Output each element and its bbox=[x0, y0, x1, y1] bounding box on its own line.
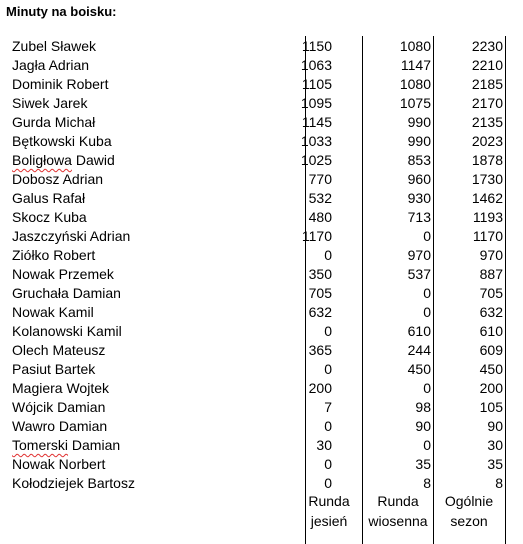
minutes-total: 2170 bbox=[471, 95, 503, 111]
table-row bbox=[0, 227, 523, 246]
player-name: Nowak Przemek bbox=[12, 266, 114, 282]
player-name: Olech Mateusz bbox=[12, 342, 106, 358]
player-name: Pasiut Bartek bbox=[12, 361, 96, 377]
table-row bbox=[0, 132, 523, 151]
table-row bbox=[0, 303, 523, 322]
table-row bbox=[0, 113, 523, 132]
minutes-total: 632 bbox=[479, 304, 503, 320]
minutes-autumn: 0 bbox=[324, 323, 332, 339]
minutes-total: 2185 bbox=[471, 76, 503, 92]
minutes-spring: 244 bbox=[407, 342, 431, 358]
player-name: Bętkowski Kuba bbox=[12, 133, 112, 149]
table-row bbox=[0, 455, 523, 474]
minutes-autumn: 1095 bbox=[300, 95, 332, 111]
minutes-spring: 90 bbox=[415, 418, 431, 434]
footer-autumn-header bbox=[307, 491, 351, 531]
minutes-total: 2210 bbox=[471, 57, 503, 73]
table-row bbox=[0, 246, 523, 265]
player-name bbox=[12, 151, 115, 170]
player-name: Dominik Robert bbox=[12, 76, 109, 92]
minutes-spring: 98 bbox=[415, 399, 431, 415]
minutes-total: 970 bbox=[479, 247, 503, 263]
table-row bbox=[0, 284, 523, 303]
table-row bbox=[0, 94, 523, 113]
table-row bbox=[0, 151, 523, 170]
minutes-spring: 610 bbox=[407, 323, 431, 339]
minutes-total: 2023 bbox=[471, 133, 503, 149]
footer-total-header bbox=[436, 491, 502, 531]
minutes-autumn: 0 bbox=[324, 247, 332, 263]
table-row bbox=[0, 322, 523, 341]
minutes-spring: 0 bbox=[423, 304, 431, 320]
minutes-autumn: 365 bbox=[308, 342, 332, 358]
table-row bbox=[0, 208, 523, 227]
player-name: Jagła Adrian bbox=[12, 57, 90, 73]
minutes-total: 30 bbox=[487, 437, 503, 453]
footer-spring-line2: wiosenna bbox=[368, 513, 428, 529]
minutes-total: 610 bbox=[479, 323, 503, 339]
minutes-autumn: 200 bbox=[308, 380, 332, 396]
minutes-autumn: 0 bbox=[324, 418, 332, 434]
minutes-total: 35 bbox=[487, 456, 503, 472]
minutes-total: 105 bbox=[479, 399, 503, 415]
player-name: Wójcik Damian bbox=[12, 399, 106, 415]
spellcheck-flagged-word: Tomerski bbox=[12, 437, 69, 453]
minutes-autumn: 1033 bbox=[300, 133, 332, 149]
minutes-total: 200 bbox=[479, 380, 503, 396]
minutes-spring: 0 bbox=[423, 228, 431, 244]
spellcheck-flagged-word: Boligłowa bbox=[12, 152, 72, 168]
footer-total-line1: Ogólnie bbox=[444, 493, 494, 509]
minutes-total: 1170 bbox=[472, 228, 503, 244]
player-name: Dobosz Adrian bbox=[12, 171, 104, 187]
minutes-total: 887 bbox=[479, 266, 503, 282]
player-name-rest: Dawid bbox=[71, 152, 115, 168]
minutes-spring: 990 bbox=[407, 133, 431, 149]
minutes-spring: 853 bbox=[407, 152, 431, 168]
minutes-spring: 35 bbox=[415, 456, 431, 472]
minutes-spring: 713 bbox=[407, 209, 431, 225]
sheet-title: Minuty na boisku: bbox=[6, 4, 117, 19]
player-name: Kolanowski Kamil bbox=[12, 323, 122, 339]
minutes-autumn: 0 bbox=[324, 361, 332, 377]
minutes-autumn: 1025 bbox=[300, 152, 332, 168]
table-row bbox=[0, 360, 523, 379]
minutes-spring: 537 bbox=[407, 266, 431, 282]
table-row bbox=[0, 436, 523, 455]
minutes-total: 8 bbox=[495, 475, 503, 491]
minutes-spring: 930 bbox=[407, 190, 431, 206]
minutes-autumn: 30 bbox=[316, 437, 332, 453]
player-name: Skocz Kuba bbox=[12, 209, 87, 225]
player-name: Siwek Jarek bbox=[12, 95, 88, 111]
minutes-spring: 0 bbox=[423, 380, 431, 396]
player-name: Gurda Michał bbox=[12, 114, 96, 130]
footer-autumn-line2: jesień bbox=[310, 513, 348, 529]
footer-spring-header bbox=[364, 491, 432, 531]
minutes-autumn: 480 bbox=[308, 209, 332, 225]
minutes-spring: 450 bbox=[407, 361, 431, 377]
minutes-autumn: 770 bbox=[308, 171, 332, 187]
minutes-total: 2135 bbox=[471, 114, 503, 130]
minutes-spring: 0 bbox=[423, 285, 431, 301]
minutes-spring: 960 bbox=[407, 171, 431, 187]
table-row bbox=[0, 170, 523, 189]
minutes-total: 609 bbox=[479, 342, 503, 358]
table-row bbox=[0, 417, 523, 436]
footer-total-line2: sezon bbox=[450, 513, 488, 529]
minutes-autumn: 7 bbox=[324, 399, 332, 415]
minutes-spring: 0 bbox=[423, 437, 431, 453]
minutes-total: 90 bbox=[487, 418, 503, 434]
player-name: Magiera Wojtek bbox=[12, 380, 110, 396]
minutes-autumn: 1150 bbox=[301, 38, 332, 54]
table-row bbox=[0, 56, 523, 75]
minutes-autumn: 705 bbox=[308, 285, 332, 301]
player-name: Ziółko Robert bbox=[12, 247, 96, 263]
player-name: Kołodziejek Bartosz bbox=[12, 475, 135, 491]
minutes-spring: 1080 bbox=[399, 38, 431, 54]
minutes-table bbox=[0, 37, 523, 493]
minutes-spring: 970 bbox=[407, 247, 431, 263]
minutes-autumn: 632 bbox=[308, 304, 332, 320]
table-row bbox=[0, 398, 523, 417]
minutes-total: 1462 bbox=[471, 190, 503, 206]
player-name: Nowak Norbert bbox=[12, 456, 106, 472]
table-row bbox=[0, 379, 523, 398]
minutes-spring: 1147 bbox=[400, 57, 431, 73]
player-name: Gruchała Damian bbox=[12, 285, 121, 301]
minutes-total: 705 bbox=[479, 285, 503, 301]
minutes-autumn: 532 bbox=[308, 190, 332, 206]
minutes-spring: 8 bbox=[423, 475, 431, 491]
table-row bbox=[0, 75, 523, 94]
minutes-total: 1730 bbox=[471, 171, 503, 187]
minutes-spring: 1080 bbox=[399, 76, 431, 92]
minutes-total: 450 bbox=[479, 361, 503, 377]
minutes-autumn: 1170 bbox=[301, 228, 332, 244]
minutes-autumn: 1063 bbox=[300, 57, 332, 73]
player-name: Zubel Sławek bbox=[12, 38, 97, 54]
minutes-total: 1878 bbox=[471, 152, 503, 168]
footer-autumn-line1: Runda bbox=[308, 493, 350, 509]
minutes-autumn: 0 bbox=[324, 456, 332, 472]
table-row bbox=[0, 341, 523, 360]
table-row bbox=[0, 265, 523, 284]
minutes-total: 2230 bbox=[471, 38, 503, 54]
player-name-rest: Damian bbox=[68, 437, 121, 453]
minutes-spring: 990 bbox=[407, 114, 431, 130]
player-name bbox=[12, 436, 120, 455]
player-name: Wawro Damian bbox=[12, 418, 108, 434]
player-name: Galus Rafał bbox=[12, 190, 86, 206]
player-name: Nowak Kamil bbox=[12, 304, 94, 320]
minutes-autumn: 350 bbox=[308, 266, 332, 282]
table-row bbox=[0, 37, 523, 56]
minutes-autumn: 1145 bbox=[301, 114, 332, 130]
player-name: Jaszczyński Adrian bbox=[12, 228, 131, 244]
minutes-autumn: 0 bbox=[324, 475, 332, 491]
minutes-autumn: 1105 bbox=[301, 76, 332, 92]
table-row bbox=[0, 189, 523, 208]
footer-spring-line1: Runda bbox=[377, 493, 419, 509]
minutes-total: 1193 bbox=[472, 209, 503, 225]
minutes-spring: 1075 bbox=[399, 95, 431, 111]
